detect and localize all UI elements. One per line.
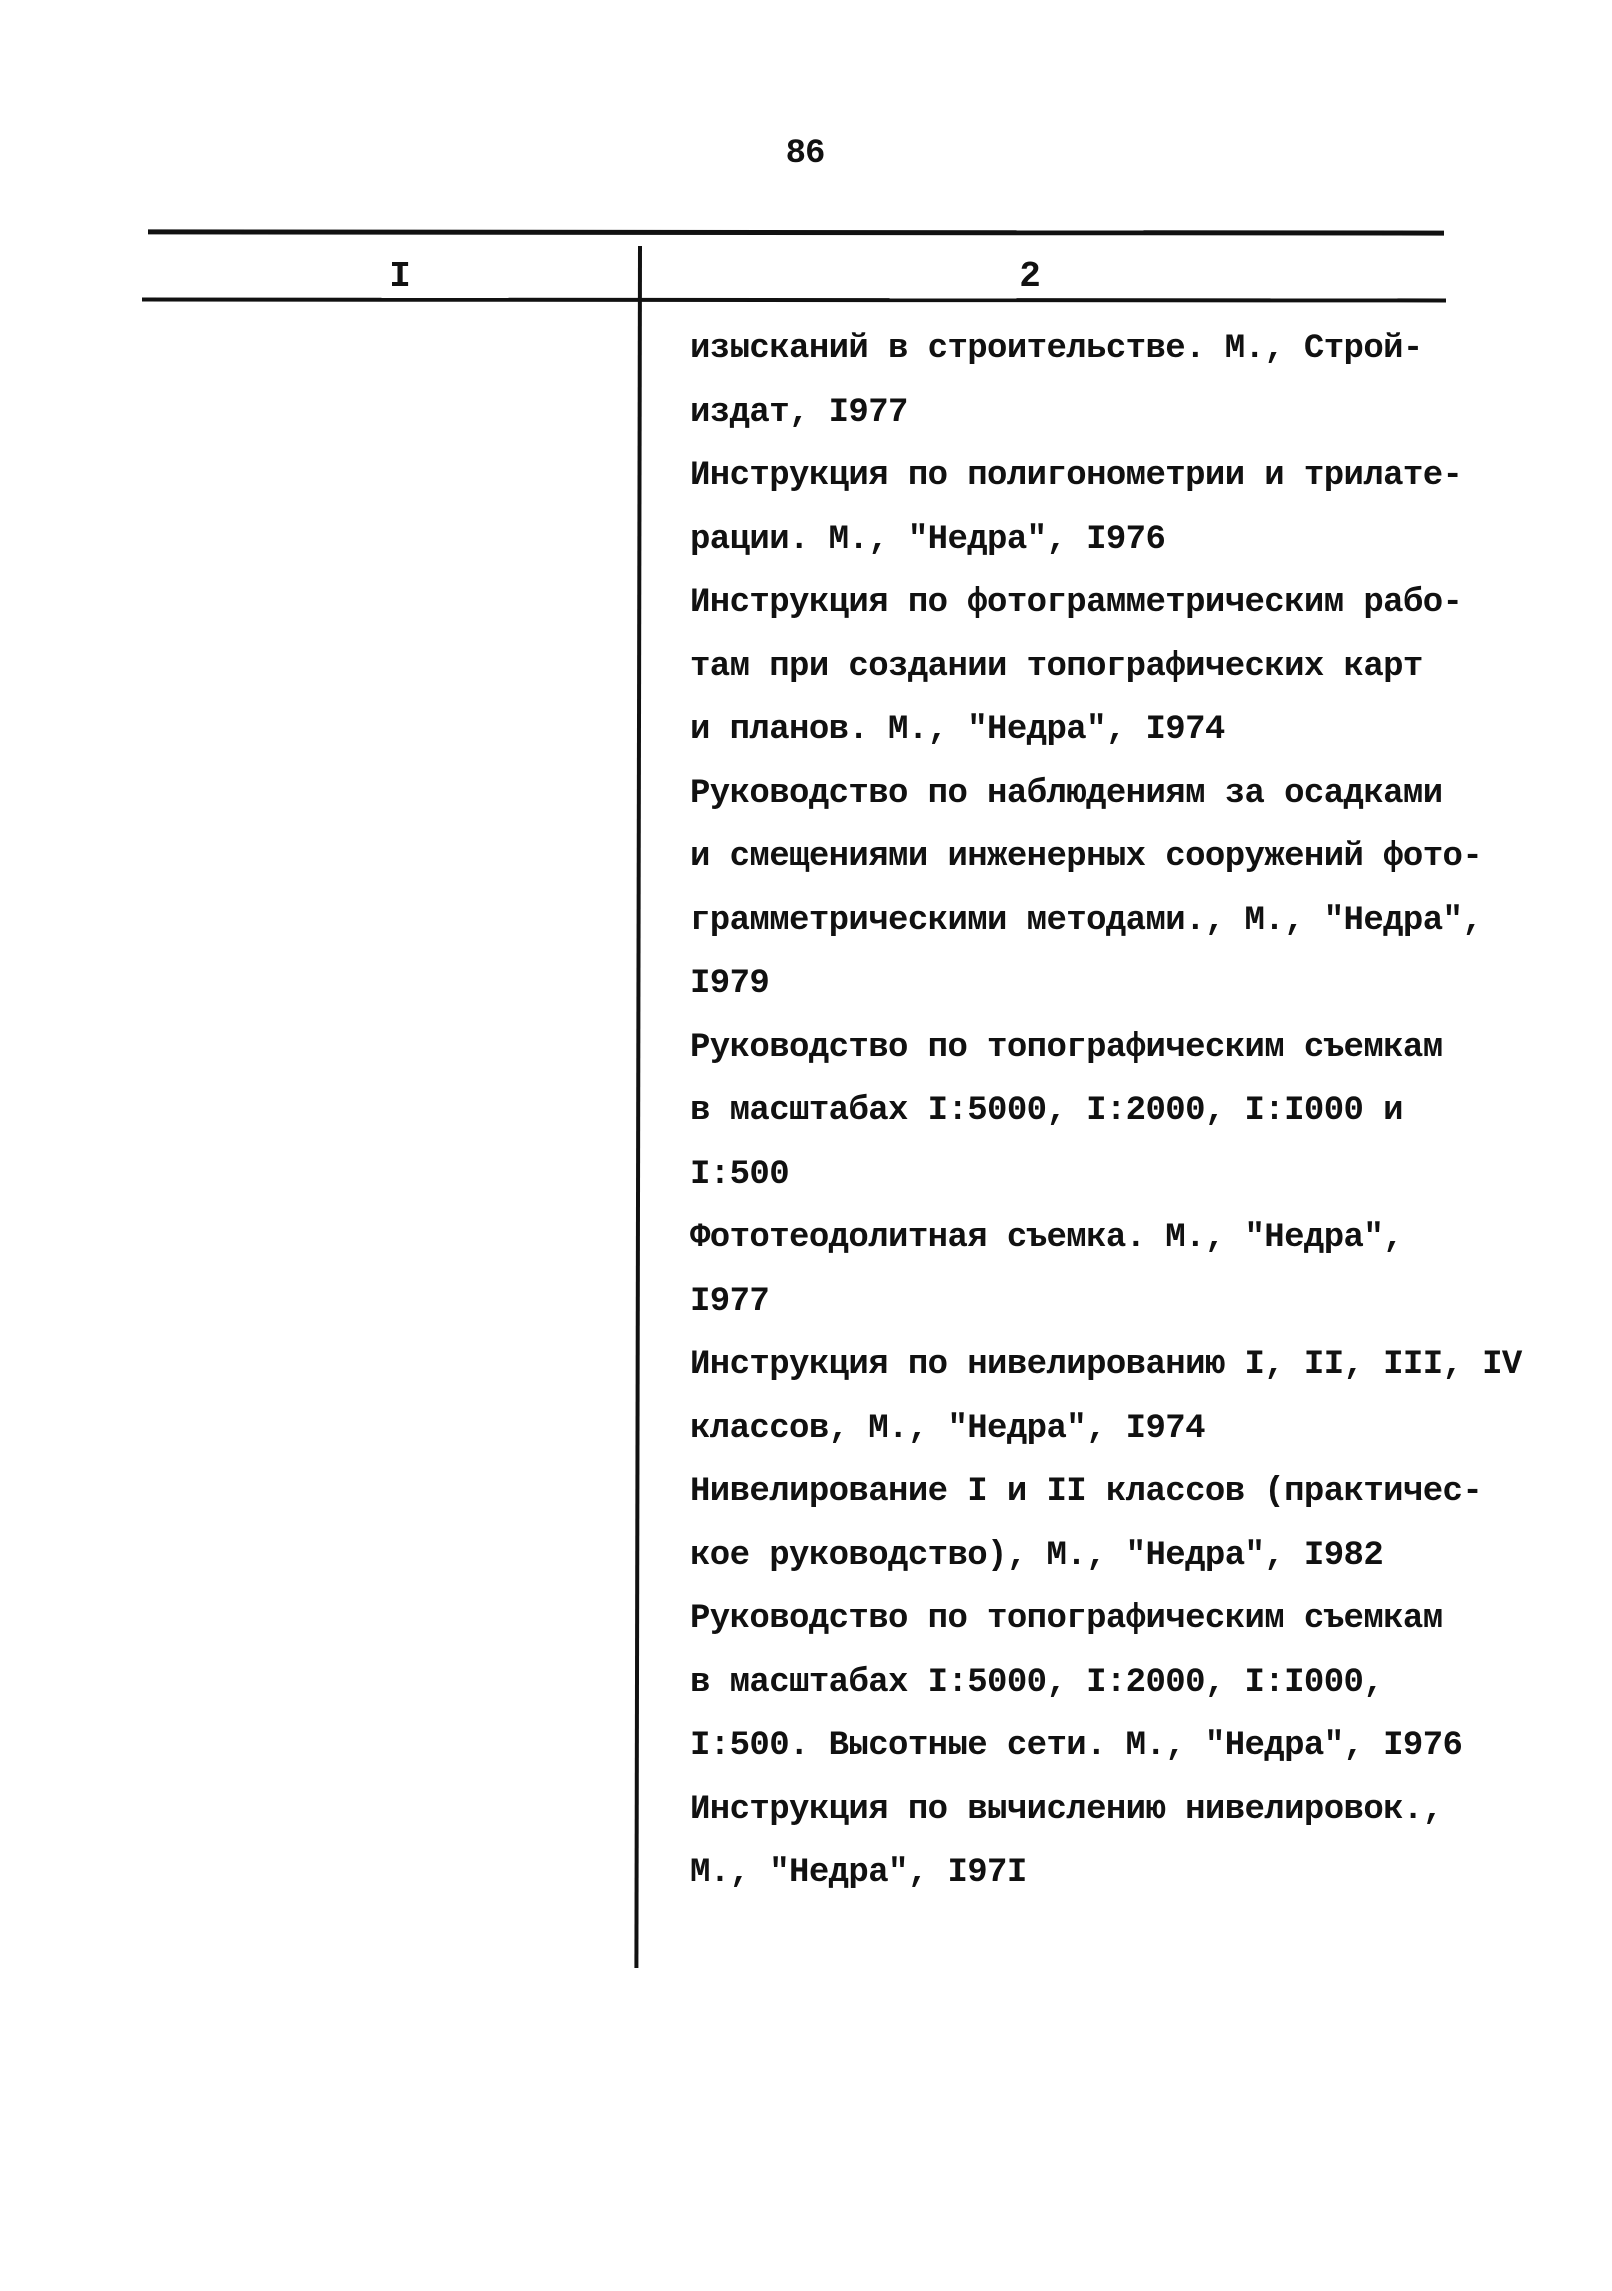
reference-entry (690, 1779, 1480, 1906)
reference-entry (690, 1207, 1480, 1334)
reference-line: Инструкция по нивелированию I, II, III, IV (690, 1346, 1522, 1384)
reference-line: рации. М., "Недра", I976 (690, 520, 1166, 559)
table-header-rule (142, 298, 1446, 303)
reference-line: в масштабах I:5000, I:2000, I:I000, (690, 1663, 1384, 1702)
reference-line: I977 (690, 1282, 770, 1321)
reference-entry (690, 1017, 1480, 1208)
reference-line: Руководство по наблюдениям за осадками (690, 774, 1443, 813)
reference-line: I979 (690, 965, 770, 1003)
reference-line: и смещениями инженерных сооружений фото- (690, 838, 1483, 876)
reference-line: М., "Недра", I97I (690, 1854, 1027, 1892)
reference-line: издат, I977 (690, 393, 908, 432)
reference-entry (690, 572, 1480, 763)
column-header-2: 2 (1019, 256, 1041, 297)
reference-line: Нивелирование I и II классов (практичес- (690, 1473, 1483, 1511)
reference-line: Фототеодолитная съемка. М., "Недра", (690, 1219, 1403, 1257)
column-divider (634, 246, 642, 1968)
reference-line: I:500 (690, 1155, 790, 1194)
table-top-rule (148, 229, 1444, 235)
reference-line: и планов. М., "Недра", I974 (690, 711, 1225, 749)
column-header-1: I (389, 256, 411, 297)
reference-entry (690, 1334, 1522, 1461)
page-number: 86 (785, 135, 825, 173)
reference-entry (690, 318, 1480, 445)
reference-line: там при создании топографических карт (690, 647, 1423, 686)
reference-line: I:500. Высотные сети. М., "Недра", I976 (690, 1727, 1463, 1765)
reference-entry (690, 763, 1483, 1017)
reference-line: Инструкция по полигонометрии и трилате- (690, 457, 1463, 495)
reference-line: Руководство по топографическим съемкам (690, 1028, 1443, 1067)
reference-line: грамметрическими методами., М., "Недра", (690, 901, 1483, 940)
reference-entry (690, 1461, 1483, 1588)
reference-list (690, 318, 1522, 1906)
reference-line: Руководство по топографическим съемкам (690, 1600, 1443, 1638)
reference-line: в масштабах I:5000, I:2000, I:I000 и (690, 1092, 1403, 1130)
reference-line: Инструкция по вычислению нивелировок., (690, 1790, 1443, 1829)
reference-entry (690, 445, 1480, 572)
reference-line: кое руководство), М., "Недра", I982 (690, 1536, 1384, 1575)
reference-entry (690, 1588, 1480, 1779)
reference-line: Инструкция по фотограмметрическим рабо- (690, 584, 1463, 622)
reference-line: классов, М., "Недра", I974 (690, 1409, 1205, 1448)
reference-line: изысканий в строительстве. М., Строй- (690, 330, 1423, 368)
